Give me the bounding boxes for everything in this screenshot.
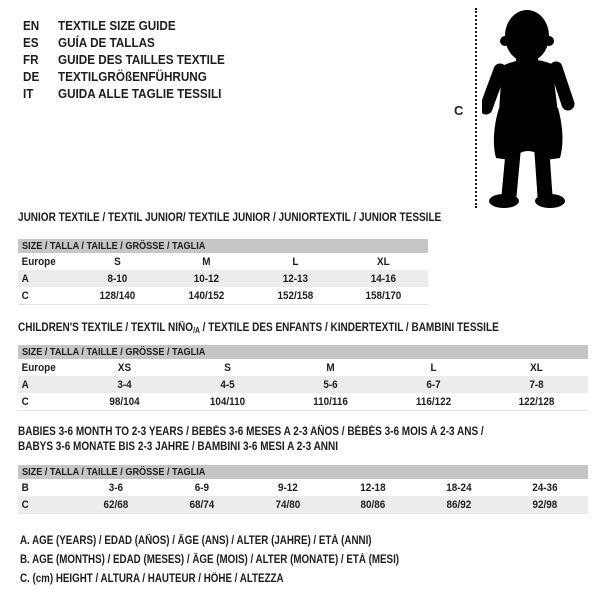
language-row-fr	[23, 51, 243, 68]
size-value-cell: 4-5	[220, 378, 235, 391]
size-value-cell: L	[291, 255, 298, 268]
size-value-cell: 3-4	[117, 378, 132, 391]
table-title-text: /A	[193, 326, 200, 335]
table-row-b	[18, 479, 588, 496]
size-value-cell: 128/140	[99, 289, 136, 302]
size-value-cell: L	[430, 361, 437, 374]
legend-line-b: B. AGE (MONTHS) / EDAD (MESES) / ÂGE (MOIS) / ALTER (MONATE) / ETÀ (MESI)	[20, 554, 400, 566]
table-row-c	[18, 393, 588, 410]
height-marker-label: C	[454, 103, 464, 118]
size-value-cell: 12-18	[360, 481, 387, 494]
language-code: DE	[23, 69, 40, 84]
table-row-c	[18, 496, 588, 513]
language-title: GUÍA DE TALLAS	[58, 35, 155, 50]
language-code: FR	[23, 52, 39, 67]
language-row-en	[23, 17, 243, 34]
row-label: Europe	[21, 361, 56, 374]
size-value-cell: M	[326, 361, 335, 374]
size-value-cell: XL	[377, 255, 390, 268]
size-value-cell: 62/68	[103, 498, 129, 511]
size-value-cell: 14-16	[370, 272, 397, 285]
size-value-cell: 7-8	[529, 378, 544, 391]
table-title-junior-textile	[18, 211, 442, 226]
silhouette-foot-left	[489, 194, 519, 208]
row-label: Europe	[21, 255, 56, 268]
legend-line-c: C. (cm) HEIGHT / ALTURA / HAUTEUR / HÖHE / ALTEZZA	[20, 573, 284, 585]
table-title-text: / TEXTILE DES ENFANTS / KINDERTEXTIL / BAMBINI TESSILE	[199, 322, 499, 334]
table-title-childrens-textile	[18, 321, 514, 338]
size-value-cell: XS	[117, 361, 132, 374]
size-value-cell: 104/110	[209, 395, 246, 408]
size-header-label: SIZE / TALLA / TAILLE / GRÖSSE / TAGLIA	[22, 240, 206, 252]
row-label: A	[21, 378, 29, 391]
table-title-text: JUNIOR TEXTILE / TEXTIL JUNIOR/ TEXTILE JUNIOR / JUNIORTEXTIL / JUNIOR TESSILE	[18, 212, 442, 224]
silhouette-leg-right	[542, 153, 545, 196]
table-row-a	[18, 376, 588, 393]
language-title: TEXTILGRÖßENFÜHRUNG	[58, 69, 207, 84]
size-value-cell: 152/158	[276, 289, 313, 302]
language-row-it	[23, 85, 243, 102]
table-title-text: BABYS 3-6 MONATE BIS 2-3 JAHRE / BAMBINI 3-6 MESI A 2-3 ANNI	[18, 441, 339, 453]
table-title-line	[18, 425, 514, 440]
size-value-cell: 3-6	[108, 481, 124, 494]
table-row-europe	[18, 359, 588, 376]
size-table-childrens-textile	[18, 345, 588, 411]
size-value-cell: XL	[530, 361, 543, 374]
size-value-cell: S	[114, 255, 121, 268]
table-title-line	[18, 211, 442, 226]
legend-line-a: A. AGE (YEARS) / EDAD (AÑOS) / ÂGE (ANS) / ALTER (JAHRE) / ETÀ (ANNI)	[20, 535, 372, 547]
size-header-label: SIZE / TALLA / TAILLE / GRÖSSE / TAGLIA	[22, 346, 206, 358]
size-value-cell: 6-7	[426, 378, 441, 391]
height-dotted-line	[475, 8, 477, 208]
row-label: C	[21, 289, 29, 302]
size-value-cell: 86/92	[446, 498, 472, 511]
section-junior-textile	[18, 211, 442, 306]
row-label: C	[21, 395, 29, 408]
size-header-label: SIZE / TALLA / TAILLE / GRÖSSE / TAGLIA	[22, 466, 206, 478]
size-value-cell: 116/122	[415, 395, 452, 408]
language-code: ES	[23, 35, 39, 50]
size-value-cell: 24-36	[532, 481, 558, 494]
size-value-cell: 10-12	[193, 272, 219, 285]
table-title-text: BABIES 3-6 MONTH TO 2-3 YEARS / BEBÉS 3-6 MESES A 2-3 AÑOS / BÉBÉS 3-6 MOIS À 2-3 ANS /	[18, 426, 484, 438]
silhouette-foot-right	[535, 194, 565, 208]
language-code: EN	[23, 18, 40, 33]
size-value-cell: S	[224, 361, 231, 374]
language-row-es	[23, 34, 243, 51]
table-title-line	[18, 321, 514, 338]
size-value-cell: 74/80	[275, 498, 300, 511]
silhouette-arm-right	[556, 68, 568, 104]
size-value-cell: M	[201, 255, 211, 268]
table-row-a	[18, 270, 428, 287]
size-value-cell: 12-13	[282, 272, 308, 285]
section-childrens-textile	[18, 321, 588, 411]
table-title-line	[18, 440, 514, 455]
row-label: B	[21, 481, 29, 494]
size-value-cell: 158/170	[365, 289, 402, 302]
silhouette-leg-left	[509, 153, 513, 196]
size-value-cell: 80/86	[361, 498, 386, 511]
silhouette-arm-left	[486, 70, 500, 108]
size-value-cell: 98/104	[109, 395, 140, 408]
table-title-babies-textile	[18, 425, 514, 455]
language-title-list	[23, 17, 243, 102]
silhouette-shorts	[494, 108, 563, 161]
legend	[20, 532, 466, 589]
table-row-europe	[18, 253, 428, 270]
language-title: TEXTILE SIZE GUIDE	[58, 18, 176, 33]
row-label: A	[21, 272, 29, 285]
size-value-cell: 5-6	[323, 378, 338, 391]
section-babies-textile	[18, 425, 588, 515]
size-value-cell: 92/98	[532, 498, 558, 511]
language-row-de	[23, 68, 243, 85]
size-header-bar	[18, 465, 588, 479]
size-value-cell: 122/128	[518, 395, 555, 408]
size-value-cell: 140/152	[188, 289, 225, 302]
size-value-cell: 9-12	[277, 481, 298, 494]
table-row-c	[18, 287, 428, 304]
language-code: IT	[23, 86, 34, 101]
language-title: GUIDA ALLE TAGLIE TESSILI	[58, 86, 222, 101]
row-label: C	[21, 498, 29, 511]
table-title-text: CHILDREN'S TEXTILE / TEXTIL NIÑO	[18, 322, 194, 334]
toddler-silhouette-image	[482, 8, 594, 210]
size-value-cell: 18-24	[446, 481, 472, 494]
size-value-cell: 6-9	[194, 481, 209, 494]
size-table-junior-textile	[18, 239, 428, 305]
size-value-cell: 68/74	[189, 498, 215, 511]
size-table-babies-textile	[18, 465, 588, 514]
size-value-cell: 8-10	[107, 272, 128, 285]
size-header-bar	[18, 345, 588, 359]
size-header-bar	[18, 239, 428, 253]
language-title: GUIDE DES TAILLES TEXTILE	[58, 52, 225, 67]
size-value-cell: 110/116	[313, 395, 348, 408]
